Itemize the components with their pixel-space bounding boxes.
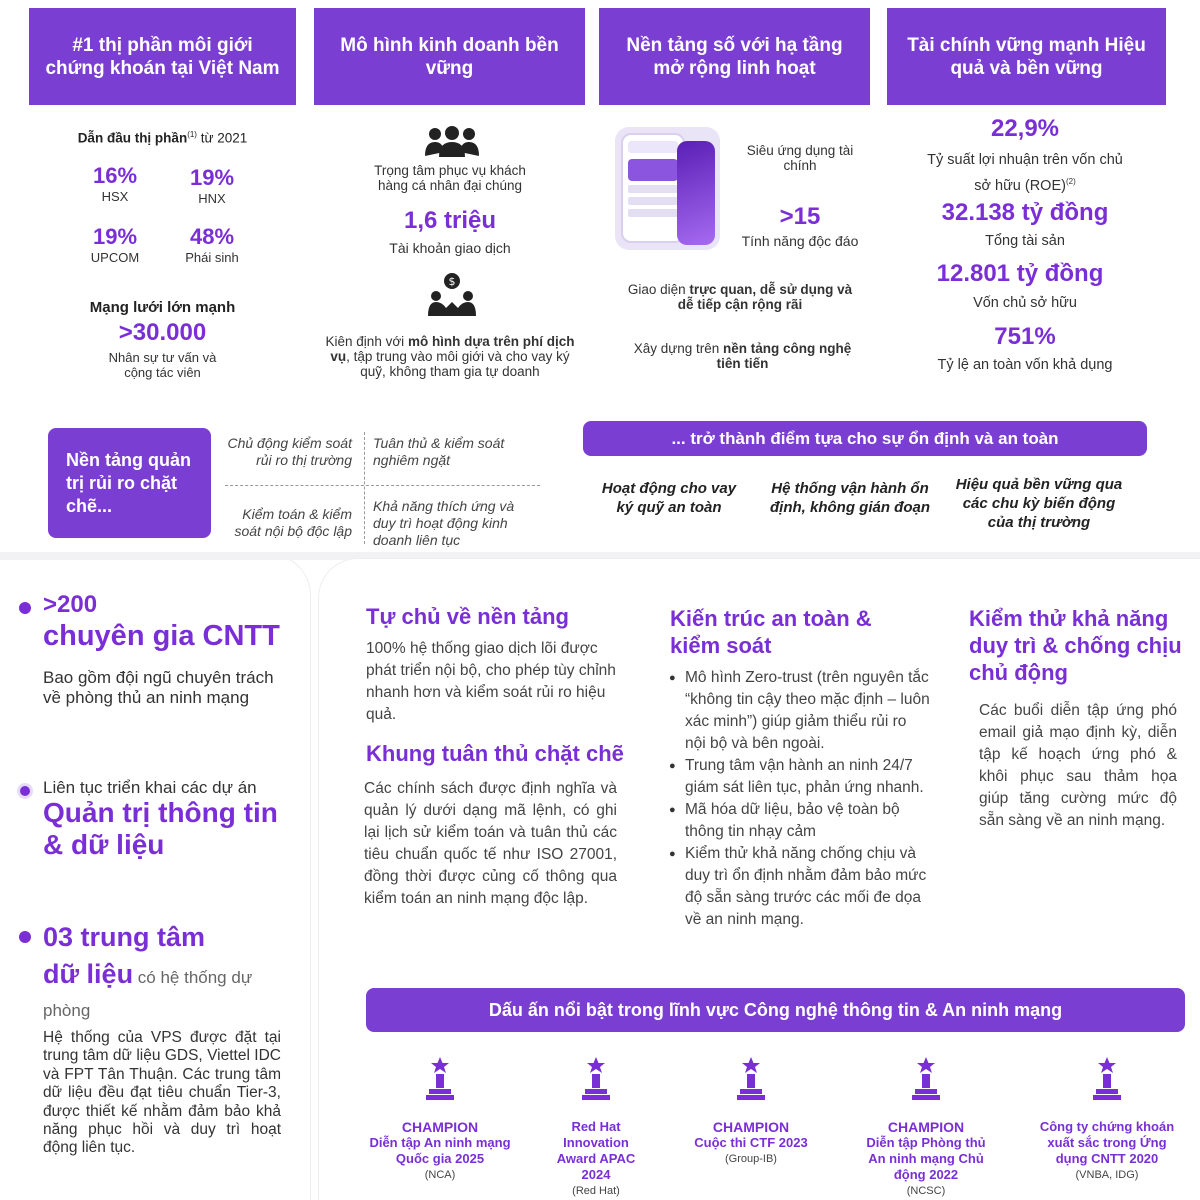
total-assets-label: Tổng tài sản	[985, 233, 1065, 249]
outcome-cycles: Hiệu quả bền vững qua các chu kỳ biến động của thị trường	[955, 476, 1123, 531]
award-item-5: Công ty chứng khoán xuất sắc trong Ứng dụng CNTT 2020 (VNBA, IDG)	[1027, 1057, 1187, 1183]
resilience-desc: Các buổi diễn tập ứng phó email giả mạo định kỳ, diễn tập kế hoạch ứng phó & khôi phục sau thảm họa giúp tăng cường mức độ sẵn sàng về an ninh mạng.	[979, 702, 1177, 829]
car-label: Tỷ lệ an toàn vốn khả dụng	[937, 357, 1113, 373]
architecture-item: ● Trung tâm vận hành an ninh 24/7 giám sát liên tục, phản ứng nhanh.	[669, 755, 931, 799]
trophy-icon	[911, 1057, 941, 1101]
datacenter-desc: Hệ thống của VPS được đặt tại trung tâm dữ liệu GDS, Viettel IDC và FPT Tân Thuận. Các trung tâm dữ liệu đều đạt tiêu chuẩn Tier-3, được thiết kế nhằm đảm bảo khả năng phục hồi và duy trì hoạt động liên tục.	[43, 1029, 281, 1157]
stat-derivatives: 48% Phái sinh	[185, 224, 239, 265]
features-value: >15	[779, 203, 821, 230]
resilience-title: Kiểm thử khả năng duy trì & chống chịu chủ động	[969, 606, 1182, 685]
fee-service-icon	[428, 272, 476, 318]
datacenter-title: 03 trung tâm dữ liệu có hệ thống dự phòng	[43, 922, 253, 1020]
award-item-1: CHAMPION Diễn tập An ninh mạng Quốc gia 2025 (NCA)	[360, 1057, 520, 1183]
awards-banner: Dấu ấn nổi bật trong lĩnh vực Công nghệ thông tin & An ninh mạng	[366, 988, 1185, 1032]
stat-upcom: 19% UPCOM	[90, 224, 140, 265]
risk-divider-h	[225, 485, 540, 486]
award-item-4: CHAMPION Diễn tập Phòng thủ An ninh mạng Chủ động 2022 (NCSC)	[846, 1057, 1006, 1199]
network-value: >30.000	[118, 319, 207, 346]
stat-hsx: 16% HSX	[92, 163, 138, 204]
equity-label: Vốn chủ sở hữu	[973, 295, 1077, 311]
trophy-icon	[736, 1057, 766, 1101]
risk-title: Nền tảng quản trị rủi ro chặt chẽ...	[48, 428, 211, 538]
deploy-lead: Liên tục triển khai các dự án	[43, 778, 257, 797]
experts-value: >200	[43, 591, 98, 618]
accounts-value: 1,6 triệu	[403, 207, 497, 234]
roe-label: Tỷ suất lợi nhuận trên vốn chủ sở hữu (ROE)$^{(2)}$	[927, 152, 1123, 194]
bullet-dot-icon	[18, 601, 32, 615]
risk-divider-v	[364, 432, 365, 544]
tech-text: Xây dựng trên nền tảng công nghệ tiên tiến	[633, 341, 852, 371]
compliance-title: Khung tuân thủ chặt chẽ	[366, 741, 624, 766]
focus-text: Trọng tâm phục vụ khách hàng cá nhân đại chúng	[374, 163, 526, 193]
experts-desc: Bao gồm đội ngũ chuyên trách về phòng thủ an ninh mạng	[43, 668, 274, 707]
svg-text:$: $	[448, 275, 456, 288]
architecture-list	[669, 667, 931, 931]
header-business-model: Mô hình kinh doanh bền vững	[314, 8, 585, 105]
fee-model-text: Kiên định với mô hình dựa trên phí dịch vụ, tập trung vào môi giới và cho vay ký quỹ, không tham gia tự doanh	[325, 334, 575, 379]
risk-cell-compliance: Tuân thủ & kiểm soát nghiêm ngặt	[373, 435, 505, 468]
compliance-desc: Các chính sách được định nghĩa và quản lý dưới dạng mã lệnh, có ghi lại lịch sử kiểm toán và tuân thủ các tiêu chuẩn quốc tế như ISO 27001, đồng thời được củng cố thông qua kiểm toán an ninh mạng độc lập.	[364, 780, 617, 907]
architecture-item: ● Kiểm thử khả năng chống chịu và duy trì ổn định nhằm đảm bảo mức độ sẵn sàng trước các mối đe dọa về an ninh mạng.	[669, 843, 931, 931]
super-app-text: Siêu ứng dụng tài chính	[746, 143, 854, 173]
lead-market-share: Dẫn đầu thị phần$^{(1)}$ từ 2021	[77, 130, 248, 146]
car-value: 751%	[994, 323, 1056, 350]
users-group-icon	[424, 126, 480, 158]
award-item-3: CHAMPION Cuộc thi CTF 2023 (Group-IB)	[671, 1057, 831, 1167]
header-finance: Tài chính vững mạnh Hiệu quả và bền vững	[887, 8, 1166, 105]
architecture-item: ● Mã hóa dữ liệu, bảo vệ toàn bộ thông tin nhạy cảm	[669, 799, 931, 843]
award-item-2: Red Hat Innovation Award APAC 2024 (Red Hat)	[516, 1057, 676, 1199]
bullet-glow-icon	[16, 782, 34, 800]
architecture-title: Kiến trúc an toàn & kiểm soát	[670, 606, 872, 658]
risk-cell-audit: Kiểm toán & kiểm soát nội bộ độc lập	[234, 506, 352, 539]
stability-banner: ... trở thành điểm tựa cho sự ổn định và an toàn	[583, 421, 1147, 456]
self-platform-desc: 100% hệ thống giao dịch lõi được phát triển nội bộ, cho phép tùy chỉnh nhanh hơn và kiểm soát rủi ro hiệu quả.	[366, 640, 616, 723]
deploy-title: Quản trị thông tin & dữ liệu	[43, 797, 278, 860]
outcome-stable-system: Hệ thống vận hành ổn định, không gián đoạn	[770, 480, 930, 516]
equity-value: 12.801 tỷ đồng	[936, 260, 1104, 287]
stat-hnx: 19% HNX	[189, 165, 235, 206]
risk-cell-continuity: Khả năng thích ứng và duy trì hoạt động kinh doanh liên tục	[373, 498, 515, 548]
header-digital-platform: Nền tảng số với hạ tầng mở rộng linh hoạt	[599, 8, 870, 105]
phone-mockup	[615, 127, 720, 250]
trophy-icon	[1092, 1057, 1122, 1101]
architecture-item: ● Mô hình Zero-trust (trên nguyên tắc “không tin cậy theo mặc định – luôn xác minh”) giúp giảm thiểu rủi ro nội bộ và bên ngoài.	[669, 667, 931, 755]
trophy-icon	[581, 1057, 611, 1101]
network-title: Mạng lưới lớn mạnh	[89, 299, 236, 316]
ui-text: Giao diện trực quan, dễ sử dụng và dễ tiếp cận rộng rãi	[627, 282, 853, 312]
network-desc: Nhân sự tư vấn và cộng tác viên	[108, 350, 217, 380]
outcome-margin: Hoạt động cho vay ký quỹ an toàn	[601, 480, 737, 516]
header-market-share: #1 thị phần môi giới chứng khoán tại Việt Nam	[29, 8, 296, 105]
roe-value: 22,9%	[990, 115, 1060, 142]
risk-cell-market: Chủ động kiểm soát rủi ro thị trường	[227, 435, 352, 468]
trophy-icon	[425, 1057, 455, 1101]
total-assets-value: 32.138 tỷ đồng	[941, 199, 1109, 226]
accounts-label: Tài khoản giao dịch	[389, 240, 511, 256]
features-label: Tính năng độc đáo	[741, 233, 859, 249]
bullet-dot-icon-2	[18, 930, 32, 944]
experts-label: chuyên gia CNTT	[43, 620, 280, 652]
self-platform-title: Tự chủ về nền tảng	[366, 604, 569, 629]
